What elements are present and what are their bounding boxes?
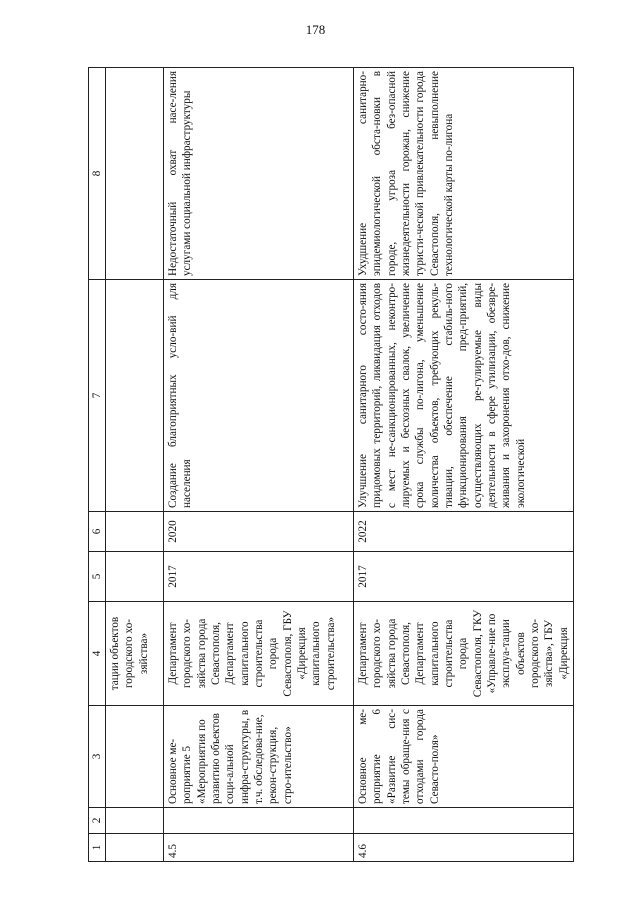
cell-start-year: 2017	[164, 552, 354, 602]
header-cell: 1	[89, 834, 106, 862]
continuation-row	[106, 68, 164, 862]
cell-consequences: Ухудшение санитарно-эпидемиологической обста-новки в городе, угроза без-опасной жизнедеятельности горожан, снижение туристи-ческой привлекательности города Севастополя, невыполнение технологической карты по-лигона	[354, 68, 574, 280]
header-cell: 6	[89, 512, 106, 552]
header-row	[89, 68, 106, 862]
rotated-table-container	[88, 68, 570, 862]
header-cell: 5	[89, 552, 106, 602]
cell-measure: Основное ме-роприятие 6 «Развитие сис-темы обраще-ния с отходами города Севасто-поля»	[354, 706, 574, 808]
cell-executor: Департамент городского хо-зяйства города Севастополя, Департамент капитального строительства города Севастополя, ГКУ «Управле-ние по эксплуа-тации объектов городского хо-зяйства», ГБУ «Дирекция	[354, 602, 574, 706]
measures-table	[88, 67, 574, 862]
header-cell: 8	[89, 68, 106, 280]
cell-start-year: 2017	[354, 552, 574, 602]
header-cell: 4	[89, 602, 106, 706]
cell-expected-result: Создание благоприятных усло-вий для населения	[164, 280, 354, 512]
cell-executor: тации объектов городского хо-зяйства»	[106, 602, 164, 706]
table-row	[164, 68, 354, 862]
page-number: 178	[305, 22, 326, 37]
cell-expected-result: Улучшение санитарного состо-яния придомовых территорий, ликвидация отходов с мест не-санкционированных, неконтро-лируемых и бесхозных свалок, увеличение срока службы по-лигона, уменьшение количества объектов, требующих рекуль-тивации, обеспечение стабиль-ного функционирования пред-приятий, осуществляющих ре-гулируемые виды деятельности в сфере утилизации, обезвре-живания и захоронения отхо-дов, снижение экологической	[354, 280, 574, 512]
header-cell: 2	[89, 808, 106, 834]
cell-consequences: Недостаточный охват насе-ления услугами социальной инфраструктуры	[164, 68, 354, 280]
table-row	[354, 68, 574, 862]
cell-executor: Департамент городского хо-зяйства города Севастополя, Департамент капитального строительства города Севастополя, ГБУ «Дирекция капитального строительства»	[164, 602, 354, 706]
cell-end-year: 2022	[354, 512, 574, 552]
header-cell: 7	[89, 280, 106, 512]
cell-number: 4.6	[354, 834, 574, 862]
cell-measure: Основное ме-роприятие 5 «Мероприятия по развитию объектов соци-альной инфра-структуры, в т.ч. обследова-ние, рекон-струкция, стро-ительство»	[164, 706, 354, 808]
cell-col2	[354, 808, 574, 834]
cell-number: 4.5	[164, 834, 354, 862]
cell-col2	[164, 808, 354, 834]
cell-end-year: 2020	[164, 512, 354, 552]
header-cell: 3	[89, 706, 106, 808]
